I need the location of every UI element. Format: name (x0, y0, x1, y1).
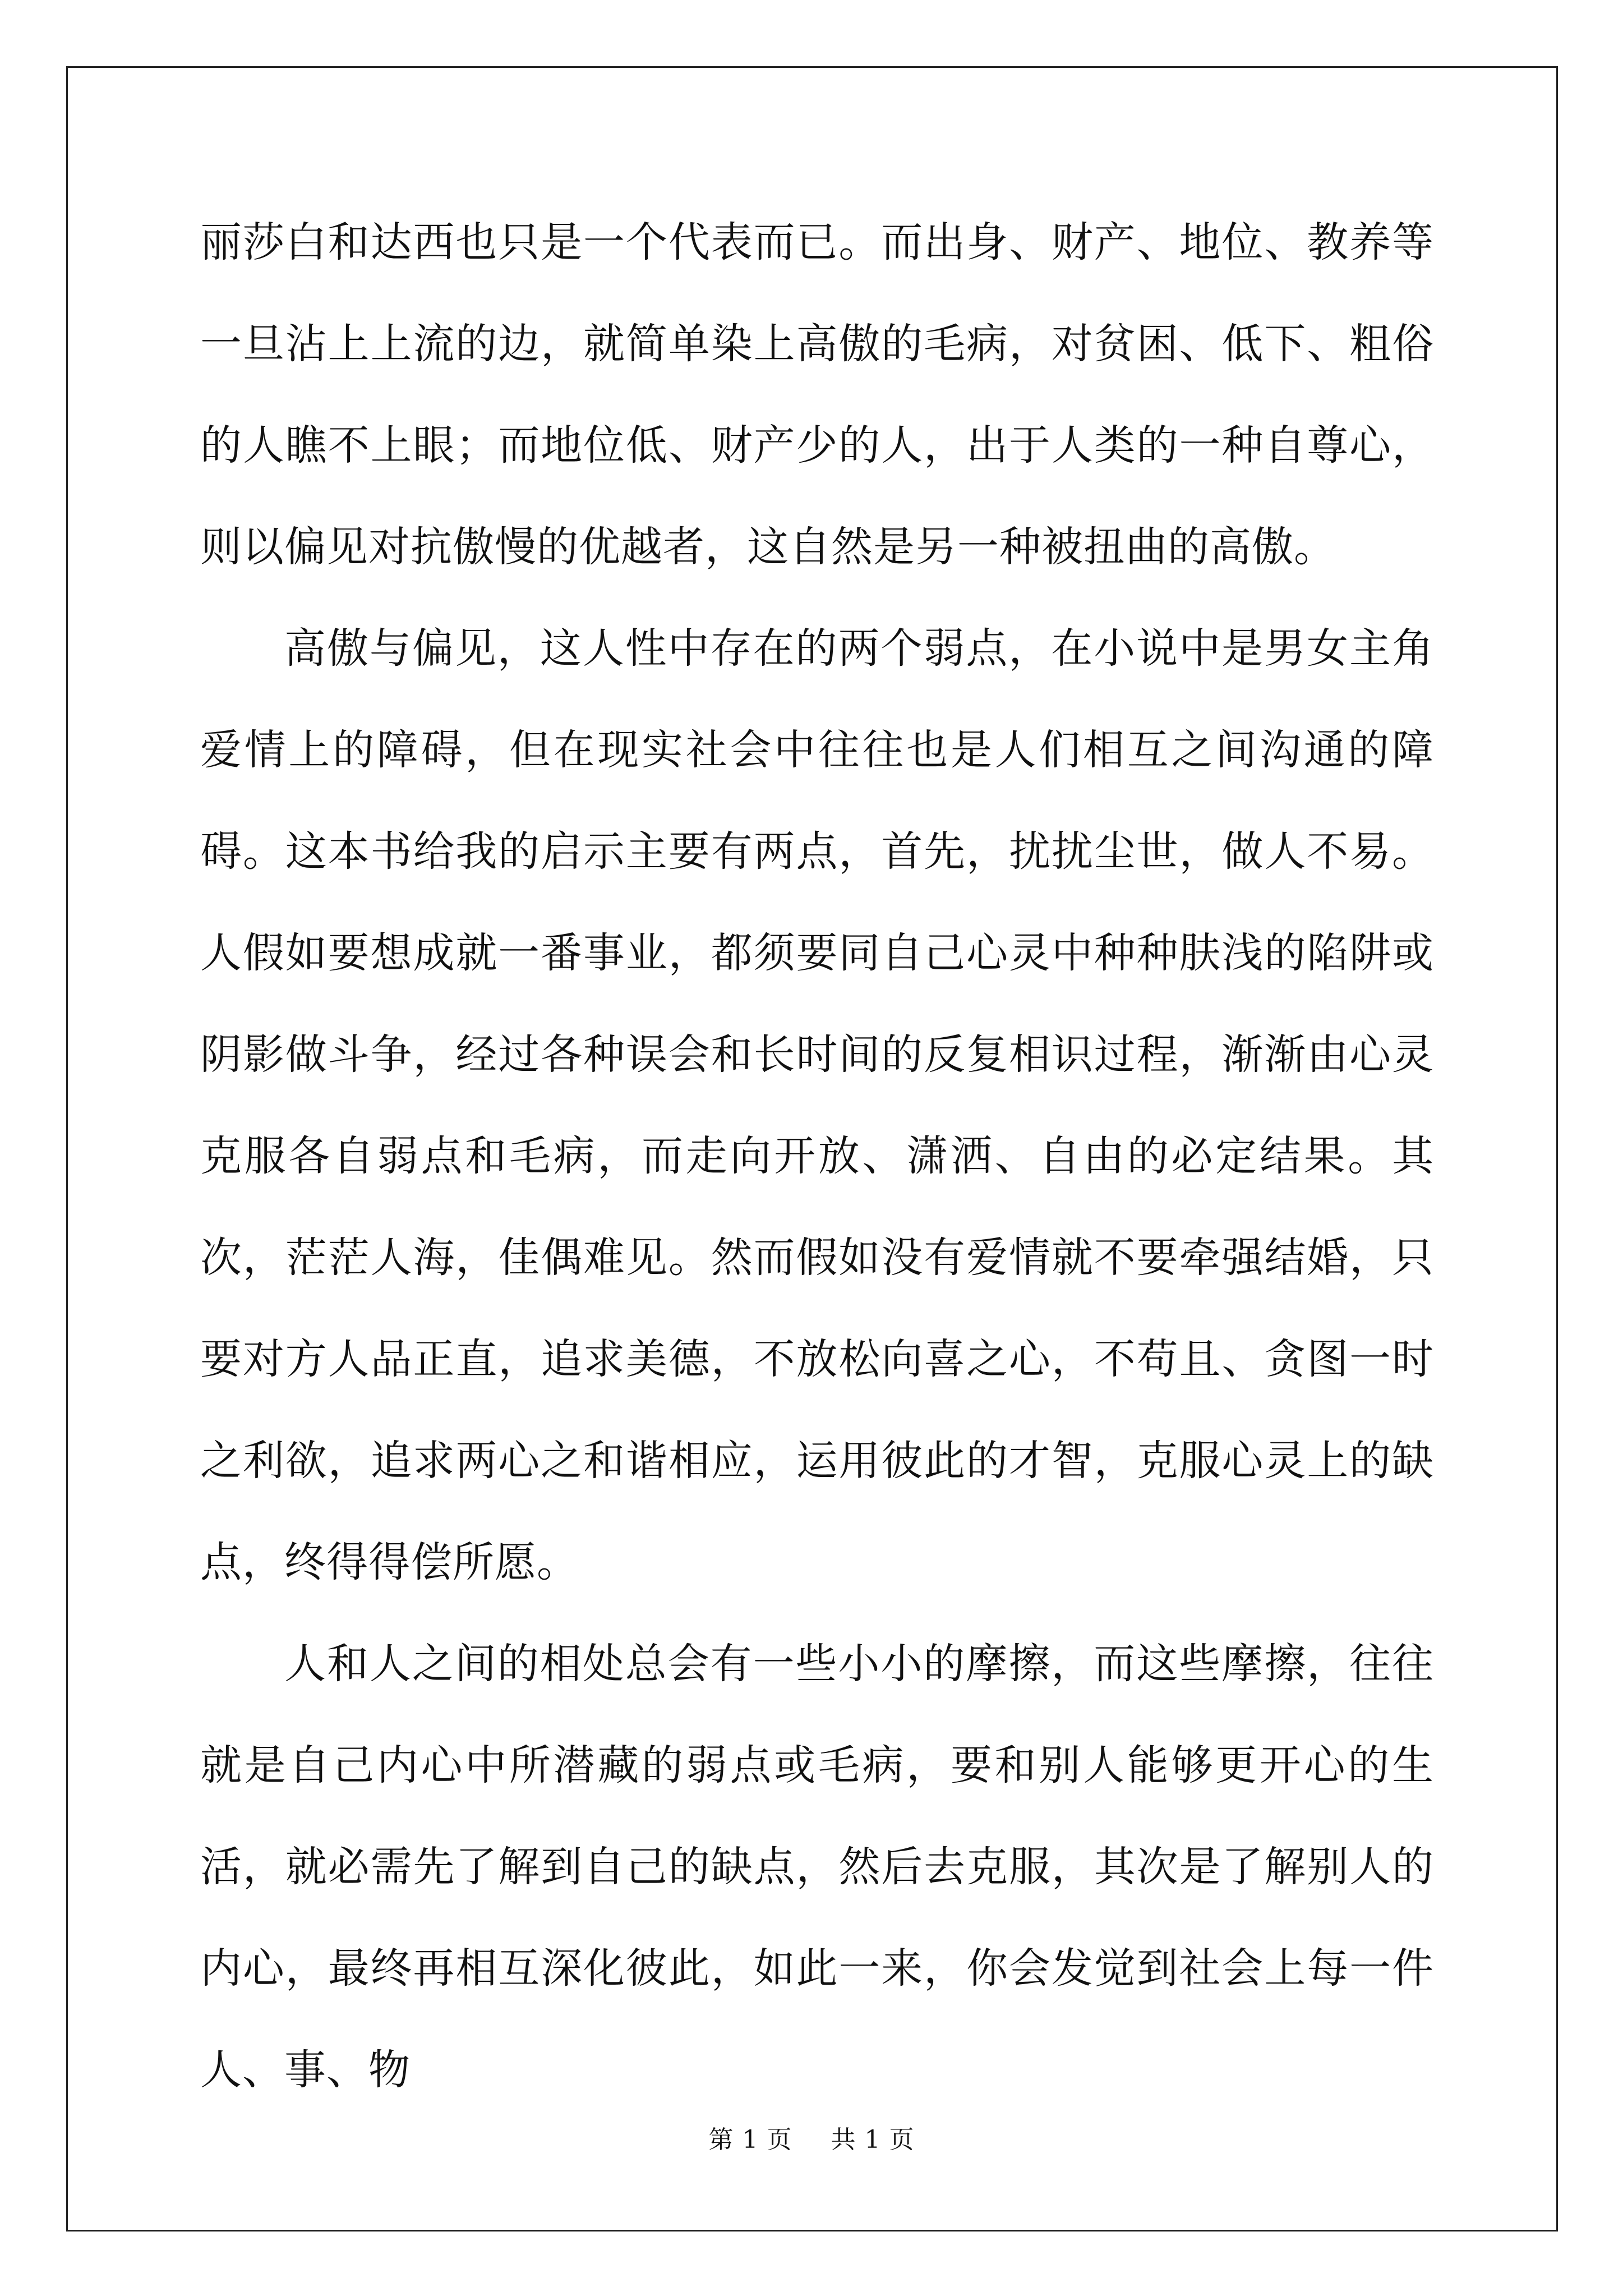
page-total: 共 1 页 (831, 2125, 915, 2154)
paragraph-3: 人和人之间的相处总会有一些小小的摩擦，而这些摩擦，往往就是自己内心中所潜藏的弱点或毛病，要和别人能够更开心的生活，就必需先了解到自己的缺点，然后去克服，其次是了解别人的内心，最终再相互深化彼此，如此一来，你会发觉到社会上每一件人、事、物 (200, 1640, 1434, 2094)
page-footer (0, 2119, 1623, 2155)
paragraph-2: 高傲与偏见，这人性中存在的两个弱点，在小说中是男女主角爱情上的障碍，但在现实社会中往往也是人们相互之间沟通的障碍。这本书给我的启示主要有两点，首先，扰扰尘世，做人不易。人假如要想成就一番事业，都须要同自己心灵中种种肤浅的陷阱或阴影做斗争，经过各种误会和长时间的反复相识过程，渐渐由心灵克服各自弱点和毛病，而走向开放、潇洒、自由的必定结果。其次，茫茫人海，佳偶难见。然而假如没有爱情就不要牵强结婚，只要对方人品正直，追求美德，不放松向喜之心，不苟且、贪图一时之利欲，追求两心之和谐相应，运用彼此的才智，克服心灵上的缺点，终得得偿所愿。 (200, 624, 1434, 1586)
page-number: 第 1 页 (708, 2125, 792, 2154)
paragraph-1: 丽莎白和达西也只是一个代表而已。而出身、财产、地位、教养等一旦沾上上流的边，就简单染上高傲的毛病，对贫困、低下、粗俗的人瞧不上眼；而地位低、财产少的人，出于人类的一种自尊心，则以偏见对抗傲慢的优越者，这自然是另一种被扭曲的高傲。 (200, 218, 1434, 571)
document-body (200, 192, 1434, 2121)
